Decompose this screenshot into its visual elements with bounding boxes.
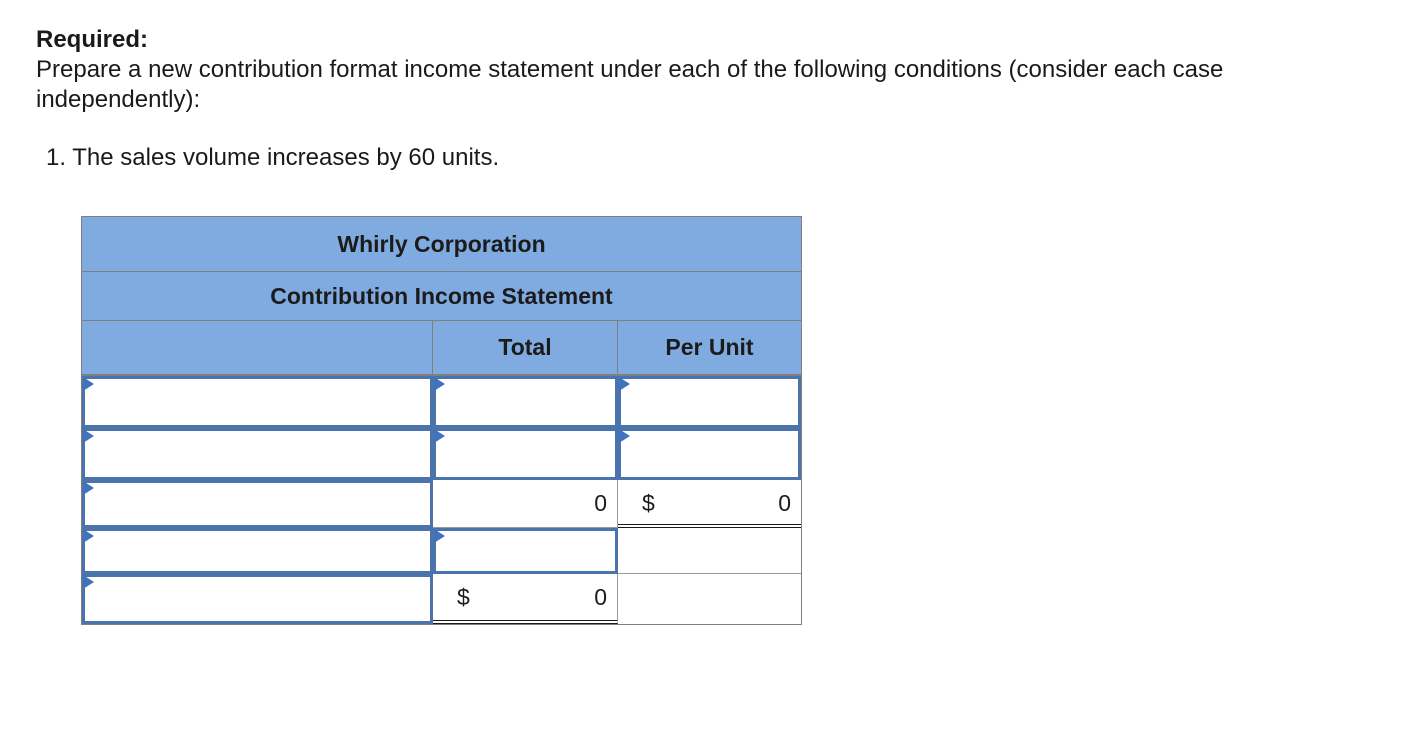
row-3-per-unit-value	[618, 480, 801, 528]
dropdown-marker-icon	[83, 481, 94, 495]
row-3-per-unit-currency: $	[642, 490, 655, 516]
row-4-total-input[interactable]	[433, 528, 618, 574]
dropdown-marker-icon	[83, 575, 94, 589]
column-header-label	[82, 321, 433, 374]
dropdown-marker-icon	[434, 429, 445, 443]
row-1-label-dropdown[interactable]	[82, 376, 433, 428]
dropdown-marker-icon	[434, 529, 445, 543]
row-1-per-unit-input[interactable]	[618, 376, 801, 428]
row-5-per-unit-value	[618, 574, 801, 624]
row-4-per-unit-value	[618, 528, 801, 574]
row-1-total-input[interactable]	[433, 376, 618, 428]
statement-title: Contribution Income Statement	[82, 272, 801, 321]
row-2-total-input[interactable]	[433, 428, 618, 480]
instructions-text: Prepare a new contribution format income statement under each of the following conditions (consider each case independently):	[36, 56, 1224, 113]
dropdown-marker-icon	[619, 377, 630, 391]
question-text: 1. The sales volume increases by 60 units.	[46, 144, 500, 171]
table-row	[82, 528, 801, 574]
income-statement-table	[81, 216, 802, 625]
table-row	[82, 574, 801, 624]
row-3-total-amount: 0	[594, 490, 607, 516]
row-5-label-dropdown[interactable]	[82, 574, 433, 624]
row-3-label-dropdown[interactable]	[82, 480, 433, 528]
row-3-per-unit-amount: 0	[778, 490, 791, 516]
table-row	[82, 428, 801, 480]
company-name: Whirly Corporation	[82, 217, 801, 272]
dropdown-marker-icon	[83, 377, 94, 391]
table-row	[82, 376, 801, 428]
dropdown-marker-icon	[434, 377, 445, 391]
table-row	[82, 480, 801, 528]
column-header-row	[82, 321, 801, 376]
required-label: Required:	[36, 26, 149, 53]
column-header-per-unit: Per Unit	[665, 334, 754, 360]
column-header-total: Total	[433, 321, 618, 374]
row-2-per-unit-input[interactable]	[618, 428, 801, 480]
row-5-total-value	[433, 574, 618, 624]
row-4-label-dropdown[interactable]	[82, 528, 433, 574]
row-5-total-currency: $	[457, 584, 470, 610]
dropdown-marker-icon	[83, 529, 94, 543]
dropdown-marker-icon	[619, 429, 630, 443]
row-3-total-value	[433, 480, 618, 528]
row-5-total-amount: 0	[594, 584, 607, 610]
row-2-label-dropdown[interactable]	[82, 428, 433, 480]
dropdown-marker-icon	[83, 429, 94, 443]
